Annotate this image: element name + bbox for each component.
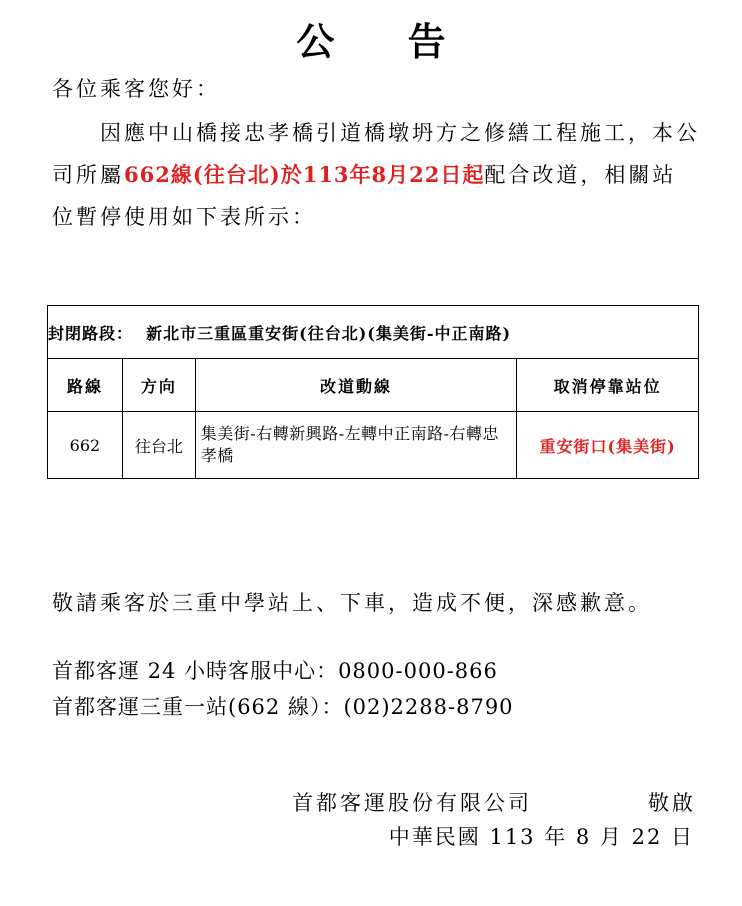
header-detour: 改道動線 [195, 359, 516, 412]
contact-service-center: 首都客運 24 小時客服中心：0800-000-866 [52, 659, 498, 683]
notice-title: 公 告 [296, 19, 476, 64]
company-name: 首都客運股份有限公司 [292, 791, 532, 815]
signature-line [292, 788, 702, 818]
apology-text: 敬請乘客於三重中學站上、下車，造成不便，深感歉意。 [52, 591, 652, 615]
header-direction: 方向 [122, 359, 195, 412]
cell-detour: 集美街-右轉新興路-左轉中正南路-右轉忠孝橋 [195, 412, 516, 479]
cell-cancelled-stop: 重安街口(集美街) [517, 412, 699, 479]
header-route: 路線 [48, 359, 123, 412]
closure-value: 新北市三重區重安街(往台北)(集美街-中正南路) [146, 323, 512, 343]
notice-body [52, 112, 700, 238]
notice-date: 中華民國 113 年 8 月 22 日 [388, 825, 694, 849]
closure-label: 封閉路段： [48, 323, 134, 343]
contact-depot: 首都客運三重一站(662 線）：(02)2288-8790 [52, 695, 514, 719]
table-header-row [48, 359, 699, 412]
cell-direction: 往台北 [122, 412, 195, 479]
body-text-part2: 配合改道，相關站位暫停使用如下表所示： [52, 163, 677, 229]
regards: 敬啟 [648, 791, 696, 815]
body-text-part1: 因應中山橋接忠孝橋引道橋墩坍方之修繕工程施工，本公司所屬 [52, 121, 700, 187]
closure-cell [48, 306, 699, 359]
detour-table [47, 305, 699, 479]
greeting: 各位乘客您好： [52, 77, 220, 101]
route-change-highlight: 662線(往台北)於113年8月22日起 [124, 162, 485, 187]
closure-row [48, 306, 699, 359]
header-cancelled-stop: 取消停靠站位 [517, 359, 699, 412]
cell-route: 662 [48, 412, 123, 479]
table-row [48, 412, 699, 479]
